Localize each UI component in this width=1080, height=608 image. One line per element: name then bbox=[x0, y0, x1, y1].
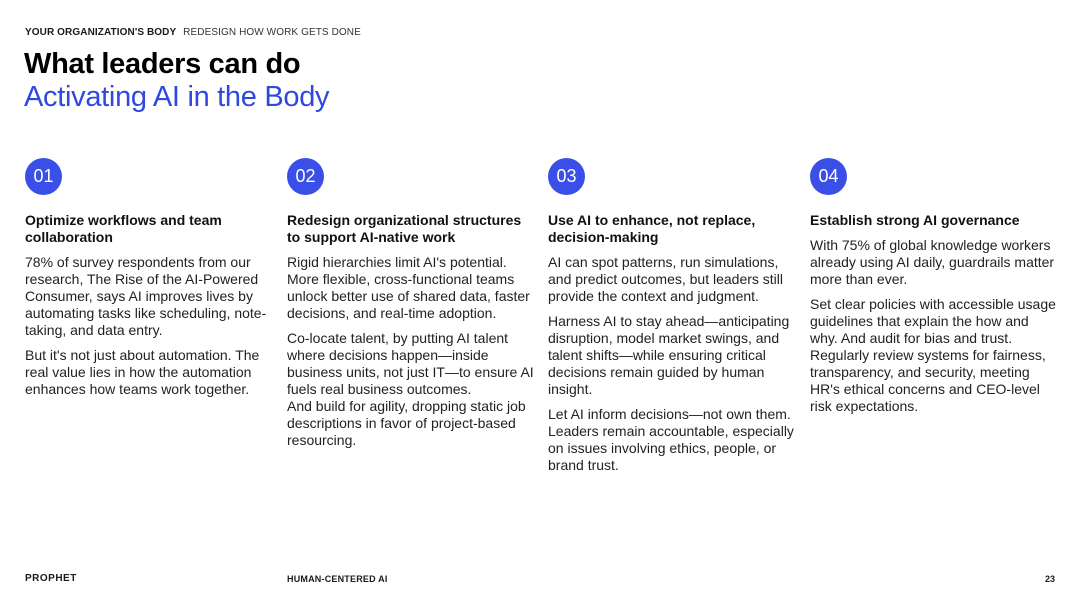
column-01 bbox=[25, 158, 273, 398]
eyebrow bbox=[25, 27, 361, 38]
column-paragraph: And build for agility, dropping static job descriptions in favor of project-based resourcing. bbox=[287, 398, 526, 448]
eyebrow-topic: REDESIGN HOW WORK GETS DONE bbox=[183, 27, 361, 38]
column-heading: Establish strong AI governance bbox=[810, 212, 1020, 228]
brand-logo: PROPHET bbox=[25, 573, 77, 584]
footer-section-label: HUMAN-CENTERED AI bbox=[287, 574, 388, 584]
column-paragraph: With 75% of global knowledge workers already using AI daily, guardrails matter more than ever. bbox=[810, 237, 1055, 287]
page-title: What leaders can do bbox=[24, 48, 301, 80]
column-04 bbox=[810, 158, 1058, 415]
page-subtitle: Activating AI in the Body bbox=[24, 81, 330, 113]
page-number: 23 bbox=[1044, 574, 1055, 584]
column-paragraph: Harness AI to stay ahead—anticipating disruption, model market swings, and talent shifts—while ensuring critical decisions remain guided by human insight. bbox=[548, 313, 790, 397]
column-paragraph: Rigid hierarchies limit AI's potential. More flexible, cross-functional teams unlock better use of shared data, faster decisions, and real-time adoption. bbox=[287, 254, 530, 321]
number-badge: 02 bbox=[287, 158, 324, 195]
column-paragraph: 78% of survey respondents from our research, The Rise of the AI-Powered Consumer, says AI improves lives by automating tasks like scheduling, note-taking, and data entry. bbox=[25, 254, 267, 338]
column-paragraph: Set clear policies with accessible usage guidelines that explain the how and why. And audit for bias and trust. bbox=[810, 296, 1056, 346]
number-badge: 03 bbox=[548, 158, 585, 195]
column-paragraph: Co-locate talent, by putting AI talent where decisions happen—inside business units, not just IT—to ensure AI fuels real business outcomes. bbox=[287, 330, 534, 397]
number-badge: 04 bbox=[810, 158, 847, 195]
column-02 bbox=[287, 158, 535, 449]
column-heading: Use AI to enhance, not replace, decision-making bbox=[548, 212, 756, 245]
column-paragraph: Regularly review systems for fairness, transparency, and security, meeting HR's ethical concerns and CEO-level risk expectations. bbox=[810, 347, 1046, 414]
column-paragraph: Let AI inform decisions—not own them. Leaders remain accountable, especially on issues involving ethics, people, or brand trust. bbox=[548, 406, 794, 473]
column-03 bbox=[548, 158, 796, 474]
column-paragraph: But it's not just about automation. The real value lies in how the automation enhances how teams work together. bbox=[25, 347, 260, 397]
column-heading: Optimize workflows and team collaboration bbox=[25, 212, 222, 245]
eyebrow-section: YOUR ORGANIZATION'S BODY bbox=[25, 27, 177, 38]
column-paragraph: AI can spot patterns, run simulations, and predict outcomes, but leaders still provide the context and judgment. bbox=[548, 254, 784, 304]
column-heading: Redesign organizational structures to support AI-native work bbox=[287, 212, 522, 245]
number-badge: 01 bbox=[25, 158, 62, 195]
